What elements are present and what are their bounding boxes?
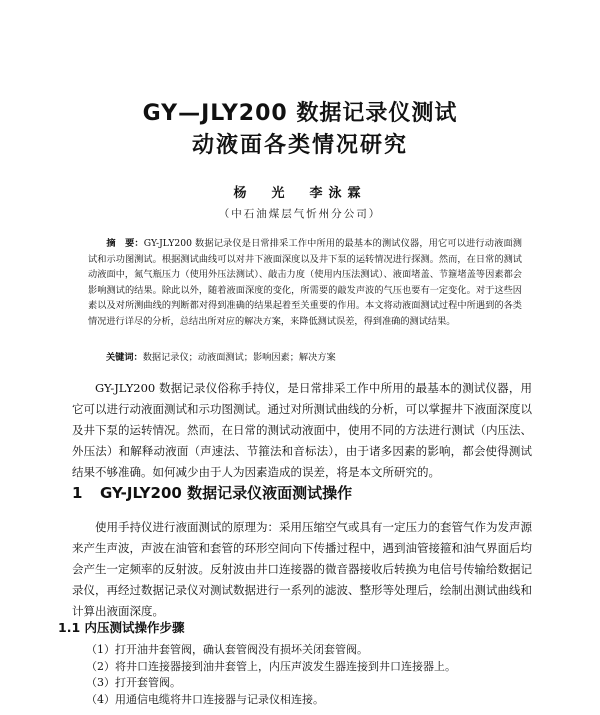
section-1-heading [72, 482, 352, 503]
authors: 杨 光 李泳霖 [233, 186, 367, 201]
abstract [88, 236, 522, 329]
list-item: （2）将井口连接器接到油井套管上，内压声波发生器连接到井口连接器上。 [86, 659, 456, 673]
paper-title-line-2: 动液面各类情况研究 [191, 133, 408, 158]
section-1-title: GY-JLY200 数据记录仪液面测试操作 [100, 484, 353, 502]
keywords-text: 数据记录仪；动液面测试；影响因素；解决方案 [142, 352, 336, 363]
section-1-1-title: 内压测试操作步骤 [84, 620, 185, 635]
steps-list [86, 642, 536, 708]
paper-title-line-1: GY—JLY200 数据记录仪测试 [142, 101, 458, 126]
list-item: （3）打开套管阀。 [86, 676, 181, 689]
abstract-label: 摘 要： [106, 238, 144, 249]
keywords [106, 350, 526, 365]
section-1-1-number: 1.1 [58, 620, 81, 635]
abstract-text: GY-JLY200 数据记录仪是日常排采工作中所用的最基本的测试仪器，用它可以进行动液面测试和示功图测试。根据测试曲线可以对井下液面深度以及井下泵的运转情况进行探测。然而，在日常的测试动液面中，氮气瓶压力（使用外压法测试）、敲击力度（使用内压法测试）、液面堵盖、节箍堵盖等因素都会影响测试的结果。除此以外，随着液面深度的变化，所需要的敲发声波的气压也要有一定变化。对于这些因素以及对所测曲线的判断都对得到准确的结果起着至关重要的作用。本文将动液面测试过程中所遇到的各类情况进行详尽的分析，总结出所对应的解决方案，来降低测试误差，得到准确的测试结果。 [88, 238, 522, 327]
affiliation: （中石油煤层气忻州分公司） [218, 208, 382, 220]
section-1-1-heading [58, 618, 185, 636]
list-item: （4）用通信电缆将井口连接器与记录仪相连接。 [86, 692, 324, 706]
list-item: （1）打开油井套管阀，确认套管阀没有损坏关闭套管阀。 [86, 643, 368, 656]
section-1-paragraph: 使用手持仪进行液面测试的原理为：采用压缩空气或具有一定压力的套管气作为发声源来产生声波，声波在油管和套管的环形空间向下传播过程中，遇到油管接箍和油气界面后均会产生一定频率的反射波。反射波由井口连接器的微音器接收后转换为电信号传输给数据记录仪，再经过数据记录仪对测试数据进行一系列的滤波、整形等处理后，绘制出测试曲线和计算出液面深度。 [72, 520, 532, 618]
intro-paragraph: GY-JLY200 数据记录仪俗称手持仪，是日常排采工作中所用的最基本的测试仪器，用它可以进行动液面测试和示功图测试。通过对所测试曲线的分析，可以掌握井下液面深度以及井下泵的运转情况。然而，在日常的测试动液面中，使用不同的方法进行测试（内压法、外压法）和解释动液面（声速法、节箍法和音标法），由于诸多因素的影响，都会使得测试结果不够准确。如何减少由于人为因素造成的误差，将是本文所研究的。 [72, 381, 532, 479]
keywords-label: 关键词： [106, 352, 143, 363]
section-1-number: 1 [72, 484, 83, 502]
